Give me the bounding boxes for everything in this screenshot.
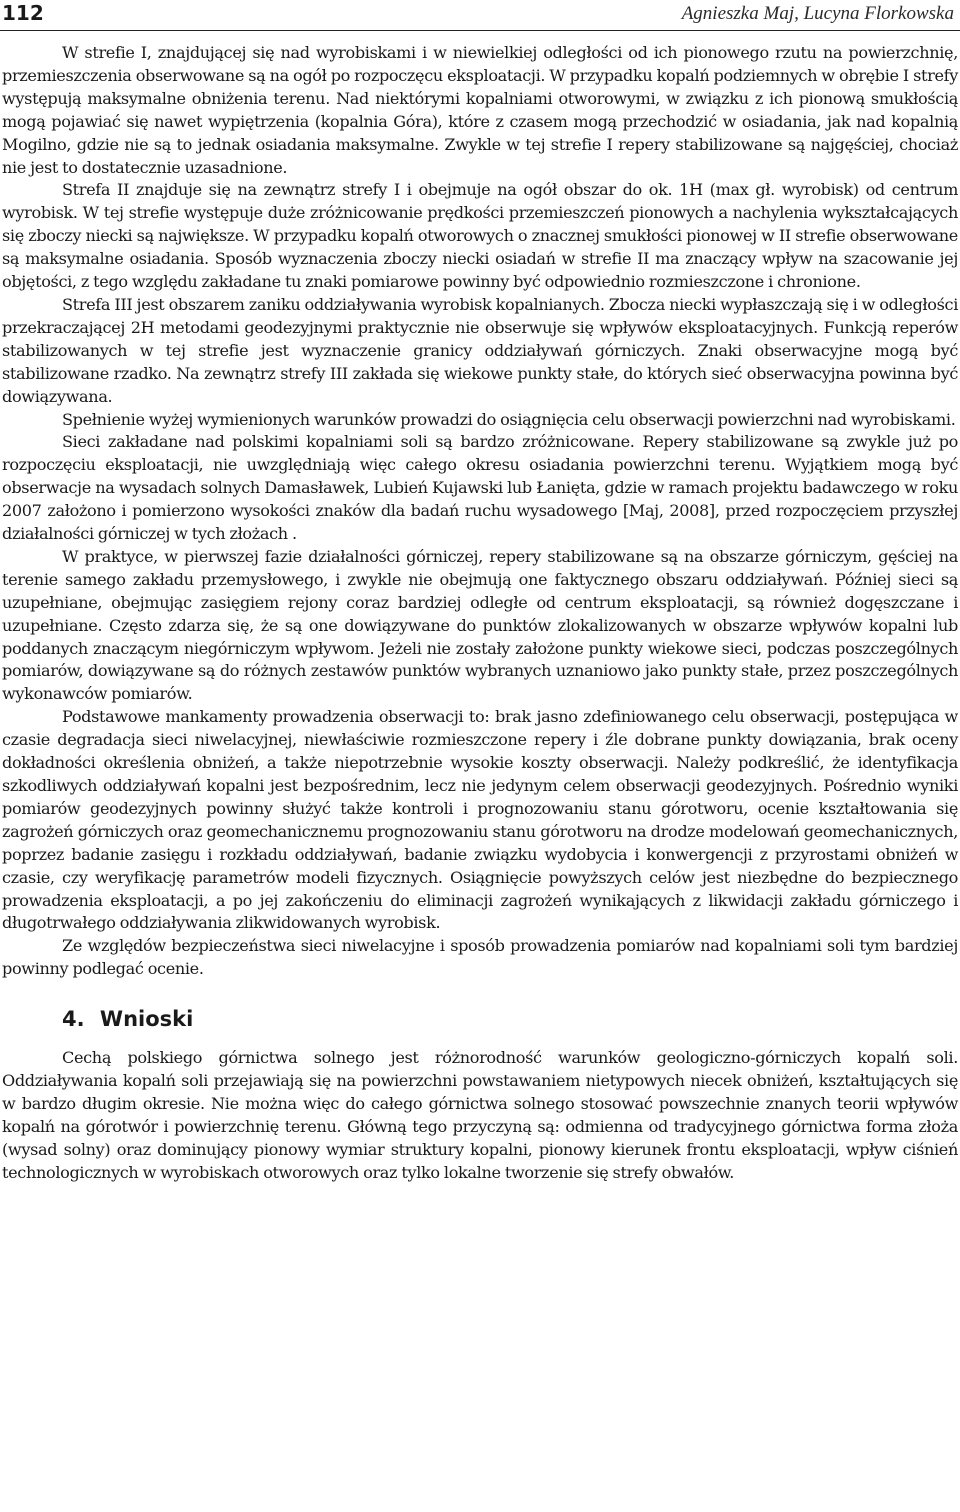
- paragraph: W praktyce, w pierwszej fazie działalności górniczej, repery stabilizowane są na obszarze górniczym, gęściej na terenie samego zakładu przemysłowego, i zwykle nie obejmują one faktycznego obszaru oddziaływań. Później sieci są uzupełniane, obejmując zasięgiem rejony coraz bardziej odległe od centrum eksploatacji, są również dogęszczane i uzupełniane. Często zdarza się, że są one dowiązywane do punktów zlokalizowanych w obszarze wpływów kopalni lub poddanych znaczącym niegórniczym wpływom. Jeżeli nie zostały założone punkty wiekowe sieci, podczas poszczególnych pomiarów, dowiązywane są do różnych zestawów punktów wybranych uznaniowo jako punkty stałe, przez poszczególnych wykonawców pomiarów.: [2, 546, 958, 704]
- page-number: 112: [2, 1, 44, 25]
- paragraph: Strefa III jest obszarem zaniku oddziaływania wyrobisk kopalnianych. Zbocza niecki wypłaszczają się i w odległości przekraczającej 2H metodami geodezyjnymi praktycznie nie obserwuje się wpływów eksploatacyjnych. Funkcją reperów stabilizowanych w tej strefie jest wyznaczenie granicy oddziaływań górniczych. Znaki obserwacyjne mogą być stabilizowane rzadko. Na zewnątrz strefy III zakłada się wiekowe punkty stałe, do których sieć obserwacyjna powinna być dowiązywana.: [2, 294, 958, 406]
- paragraph: Sieci zakładane nad polskimi kopalniami soli są bardzo zróżnicowane. Repery stabilizowane są zwykle już po rozpoczęciu eksploatacji, nie uwzględniają więc całego okresu osiadania powierzchni terenu. Wyjątkiem mogą być obserwacje na wysadach solnych Damasławek, Lubień Kujawski lub Łanięta, gdzie w ramach projektu badawczego w roku 2007 założono i pomierzono wysokości znaków dla badań ruchu wysadowego [Maj, 2008], przed rozpoczęciem przyszłej działalności górniczej w tych złożach .: [2, 432, 958, 544]
- body-text: [2, 42, 958, 1185]
- section-number: 4.: [62, 1007, 85, 1032]
- header-rule: [0, 30, 960, 31]
- section-title: Wnioski: [99, 1007, 194, 1032]
- paragraph: Ze względów bezpieczeństwa sieci niwelacyjne i sposób prowadzenia pomiarów nad kopalniami soli tym bardziej powinny podlegać ocenie.: [2, 936, 958, 979]
- page-header: [0, 0, 960, 32]
- paragraph: Podstawowe mankamenty prowadzenia obserwacji to: brak jasno zdefiniowanego celu obserwacji, postępująca w czasie degradacja sieci niwelacyjnej, niewłaściwie rozmieszczone repery i źle dobrane punkty dowiązania, brak oceny dokładności określenia obniżeń, a także niepotrzebnie wysokie koszty obserwacji. Należy podkreślić, że identyfikacja szkodliwych oddziaływań kopalni jest bezpośrednim, lecz nie jedynym celem obserwacji geodezyjnych. Pośrednio wyniki pomiarów geodezyjnych powinny służyć także kontroli i prognozowaniu stanu górotworu, ocenie kształtowania się zagrożeń górniczych oraz geomechanicznemu prognozowaniu stanu górotworu na drodze modelowań geomechanicznych, poprzez badanie zasięgu i rozkładu oddziaływań, badanie związku wydobycia i konwergencji z przyrostami obniżeń w czasie, czy weryfikację parametrów modeli fizycznych. Osiągnięcie powyższych celów jest niezbędne do bezpiecznego prowadzenia eksploatacji, a po jej zakończeniu do eliminacji zagrożeń wynikających z likwidacji zakładu górniczego i długotrwałego oddziaływania zlikwidowanych wyrobisk.: [2, 707, 958, 933]
- paragraph: Cechą polskiego górnictwa solnego jest różnorodność warunków geologiczno-górniczych kopalń soli. Oddziaływania kopalń soli przejawiają się na powierzchni powstawaniem nietypowych niecek obniżeń, kształtujących się w bardzo długim okresie. Nie można więc do całego górnictwa solnego stosować powszechnie znanych teorii wpływów kopalń na górotwór i powierzchnię terenu. Główną tego przyczyną są: odmienna od tradycyjnego górnictwa forma złoża (wysad solny) oraz dominujący pionowy wymiar struktury kopalni, pionowy kierunek frontu eksploatacji, wpływ ciśnień technologicznych w wyrobiskach otworowych oraz tylko lokalne tworzenie się strefy obwałów.: [2, 1048, 958, 1182]
- paragraph: Spełnienie wyżej wymienionych warunków prowadzi do osiągnięcia celu obserwacji powierzchni nad wyrobiskami.: [62, 409, 956, 429]
- section-heading: [62, 1003, 958, 1035]
- paragraph: W strefie I, znajdującej się nad wyrobiskami i w niewielkiej odległości od ich pionowego rzutu na powierzchnię, przemieszczenia obserwowane są na ogół po rozpoczęcu eksploatacji. W przypadku kopalń podziemnych w obrębie I strefy występują maksymalne obniżenia terenu. Nad niektórymi kopalniami otworowymi, w związku z ich pionową smukłością mogą pojawiać się nawet wypiętrzenia (kopalnia Góra), które z czasem mogą przechodzić w osiadania, jak nad kopalnią Mogilno, gdzie nie są to jednak osiadania maksymalne. Zwykle w tej strefie I repery stabilizowane są najgęściej, chociaż nie jest to dostatecznie uzasadnione.: [2, 43, 958, 177]
- paragraph: Strefa II znajduje się na zewnątrz strefy I i obejmuje na ogół obszar do ok. 1H (max gł. wyrobisk) od centrum wyrobisk. W tej strefie występuje duże zróżnicowanie prędkości przemieszczeń pionowych a nachylenia wykształcających się zboczy niecki są największe. W przypadku kopalń otworowych o znacznej smukłości pionowej w II strefie obserwowane są maksymalne osiadania. Sposób wyznaczenia zboczy niecki osiadań w strefie II ma znaczący wpływ na szacowanie jej objętości, z tego względu zakładane tu znaki pomiarowe powinny być odpowiednio rozmieszczone i chronione.: [2, 180, 958, 292]
- running-head-authors: Agnieszka Maj, Lucyna Florkowska: [681, 3, 954, 24]
